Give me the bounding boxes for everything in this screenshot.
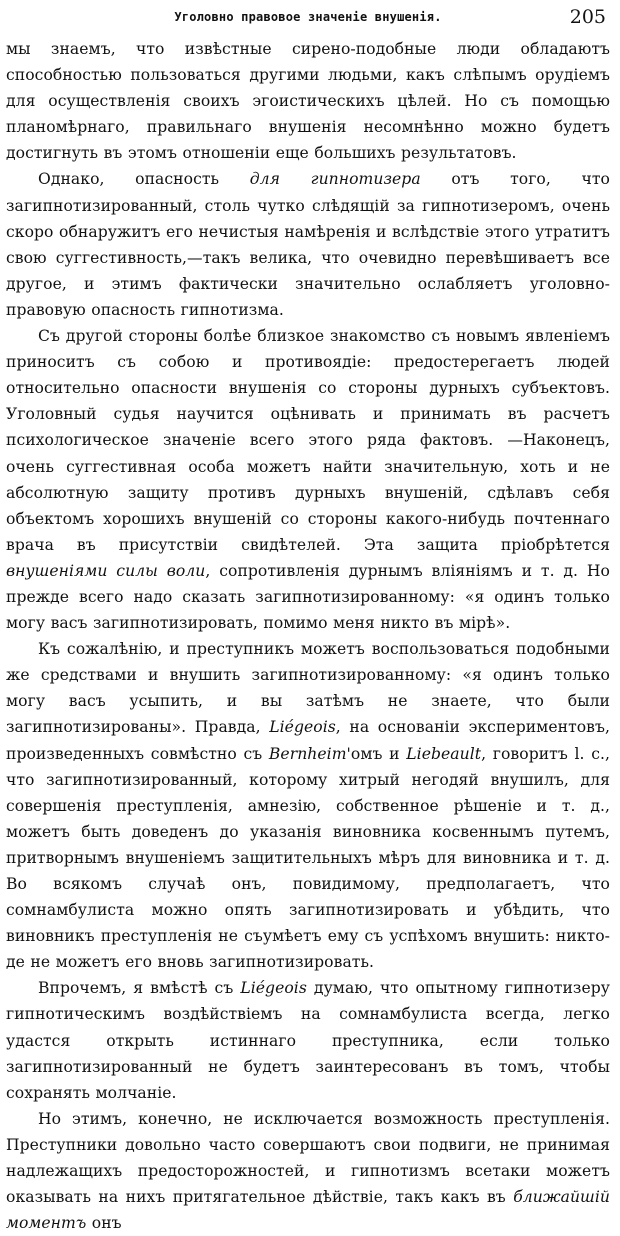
running-head — [6, 6, 610, 36]
text-run: , на основанiи экспериментовъ, произведенныхъ совмѣстно съ — [6, 718, 610, 763]
paragraph — [6, 166, 610, 323]
italic-run: Liégeois — [269, 718, 336, 737]
text-run: Но этимъ, конечно, не исключается возможность преступленiя. Преступники довольно часто совершаютъ свои подвиги, не принимая надлежащихъ предосторожностей, и гипнотизмъ всетаки можетъ оказывать на нихъ притягательное дѣйствiе, такъ какъ въ — [6, 1109, 610, 1207]
italic-run: внушенiями силы воли — [6, 561, 206, 580]
text-run: Впрочемъ, я вмѣстѣ съ — [38, 979, 241, 998]
text-run: Однако, опасность — [38, 170, 250, 189]
running-title: Уголовно правовое значенiе внушенiя. — [174, 10, 442, 24]
text-run: отъ того, что загипнотизированный, столь чутко слѣдящiй за гипнотизеромъ, очень скоро обнаружитъ его нечистыя намѣренiя и вслѣдствiе этого утратитъ свою суггестивность,—такъ велика, что очевидно перевѣшиваетъ все другое, и этимъ фактически значительно ослабляетъ уголовно-правовую опасность гипнотизма. — [6, 170, 610, 319]
page-number: 205 — [569, 6, 606, 28]
italic-run: Liebeault — [406, 744, 482, 763]
text-run: думаю, что опытному гипнотизеру гипнотическимъ воздѣйствiемъ на сомнамбулиста всегда, легко удастся открыть истиннаго преступника, если только загипнотизированный не будетъ заинтересованъ въ томъ, чтобы сохранять молчанiе. — [6, 979, 610, 1102]
page-body — [6, 36, 610, 1236]
text-run: , говоритъ l. c., что загипнотизированный, которому хитрый негодяй внушилъ, для совершенiя преступленiя, амнезiю, собственное рѣшенiе и т. д., можетъ быть доведенъ до указанiя виновника косвеннымъ путемъ, притворнымъ внушенiемъ защитительныхъ мѣръ для виновника и т. д. Во всякомъ случаѣ онъ, повидимому, предполагаетъ, что сомнамбулиста можно опять загипнотизировать и убѣдить, что виновникъ преступленiя не съумѣетъ ему съ успѣхомъ внушить: никто-де не можетъ его вновь загипнотизировать. — [6, 744, 610, 972]
paragraph — [6, 36, 610, 166]
text-run: онъ — [86, 1214, 122, 1233]
paragraph — [6, 323, 610, 636]
paragraph — [6, 636, 610, 975]
text-run: мы знаемъ, что извѣстные сирено-подобные люди обладаютъ способностью пользоваться другими людьми, какъ слѣпымъ орудiемъ для осуществленiя своихъ эгоистическихъ цѣлей. Но съ помощью планомѣрнаго, правильнаго внушенiя несомнѣнно можно будетъ достигнуть въ этомъ отношенiи еще большихъ результатовъ. — [6, 40, 610, 163]
paragraph — [6, 975, 610, 1105]
italic-run: Liégeois — [240, 979, 307, 998]
italic-run: ближайшiй моментъ — [6, 1188, 610, 1233]
text-run: Съ другой стороны болѣе близкое знакомство съ новымъ явленiемъ приноситъ съ собою и противоядiе: предостерегаетъ людей относительно опасности внушенiя со стороны дурныхъ субъектовъ. Уголовный судья научится оцѣнивать и принимать въ расчетъ психологическое значенiе всего этого ряда фактовъ. —Наконецъ, очень суггестивная особа можетъ найти значительную, хоть и не абсолютную защиту противъ дурныхъ внушенiй, сдѣлавъ себя объектомъ хорошихъ внушенiй со стороны какого-нибудь почтеннаго врача въ присутствiи свидѣтелей. Эта защита прiобрѣтется — [6, 327, 610, 554]
paragraph — [6, 1106, 610, 1236]
text-run: 'омъ и — [346, 744, 407, 763]
text-run: , сопротивленiя дурнымъ влiянiямъ и т. д. Но прежде всего надо сказать загипнотизированному: «я одинъ только могу васъ загипнотизировать, помимо меня никто въ мiрѣ». — [6, 561, 610, 633]
italic-run: для гипнотизера — [249, 170, 421, 189]
italic-run: Bernheim — [268, 744, 347, 763]
text-run: Къ сожалѣнiю, и преступникъ можетъ воспользоваться подобными же средствами и внушить загипнотизированному: «я одинъ только могу васъ усыпить, и вы затѣмъ не знаете, что были загипнотизированы». Правда, — [6, 640, 610, 737]
